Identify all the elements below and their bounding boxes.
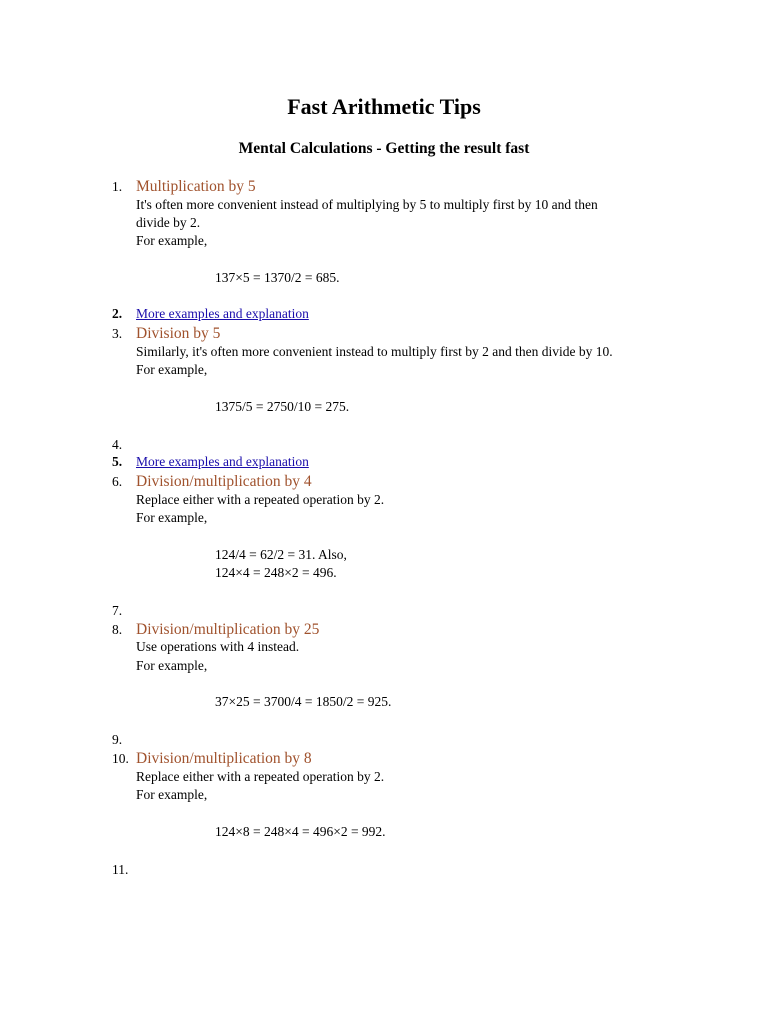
- example-formula: 124×4 = 248×2 = 496.: [215, 565, 337, 580]
- list-number: 3.: [112, 326, 123, 341]
- example-formula: 1375/5 = 2750/10 = 275.: [215, 399, 350, 414]
- more-examples-link[interactable]: More examples and explanation: [136, 306, 309, 321]
- explanation-line: Use operations with 4 instead.: [136, 639, 300, 654]
- example-label: For example,: [136, 510, 208, 525]
- example-label: For example,: [136, 787, 208, 802]
- list-number: 2.: [112, 306, 123, 321]
- list-number: 7.: [112, 603, 123, 618]
- section-heading-division-multiplication-by-8: Division/multiplication by 8: [136, 750, 312, 767]
- list-number: 10.: [112, 751, 129, 766]
- explanation-line: Similarly, it's often more convenient instead to multiply first by 2 and then divide by 10.: [136, 344, 613, 359]
- section-heading-division-multiplication-by-25: Division/multiplication by 25: [136, 621, 320, 638]
- explanation-line: divide by 2.: [136, 215, 201, 230]
- page-title: Fast Arithmetic Tips: [287, 94, 481, 119]
- example-formula: 137×5 = 1370/2 = 685.: [215, 270, 340, 285]
- list-number: 9.: [112, 732, 123, 747]
- page-subtitle: Mental Calculations - Getting the result fast: [238, 140, 530, 157]
- list-number: 8.: [112, 622, 123, 637]
- example-label: For example,: [136, 233, 208, 248]
- explanation-line: Replace either with a repeated operation by 2.: [136, 492, 385, 507]
- section-heading-division-multiplication-by-4: Division/multiplication by 4: [136, 473, 312, 490]
- list-number: 5.: [112, 454, 123, 469]
- list-number: 4.: [112, 437, 123, 452]
- list-number: 11.: [112, 862, 129, 877]
- example-formula: 124/4 = 62/2 = 31. Also,: [215, 547, 347, 562]
- section-heading-multiplication-by-5: Multiplication by 5: [136, 178, 256, 195]
- example-formula: 37×25 = 3700/4 = 1850/2 = 925.: [215, 694, 392, 709]
- example-label: For example,: [136, 658, 208, 673]
- example-formula: 124×8 = 248×4 = 496×2 = 992.: [215, 824, 386, 839]
- more-examples-link[interactable]: More examples and explanation: [136, 454, 309, 469]
- explanation-line: It's often more convenient instead of multiplying by 5 to multiply first by 10 and then: [136, 197, 598, 212]
- list-number: 6.: [112, 474, 123, 489]
- section-heading-division-by-5: Division by 5: [136, 325, 221, 342]
- example-label: For example,: [136, 362, 208, 377]
- list-number: 1.: [112, 179, 123, 194]
- explanation-line: Replace either with a repeated operation by 2.: [136, 769, 385, 784]
